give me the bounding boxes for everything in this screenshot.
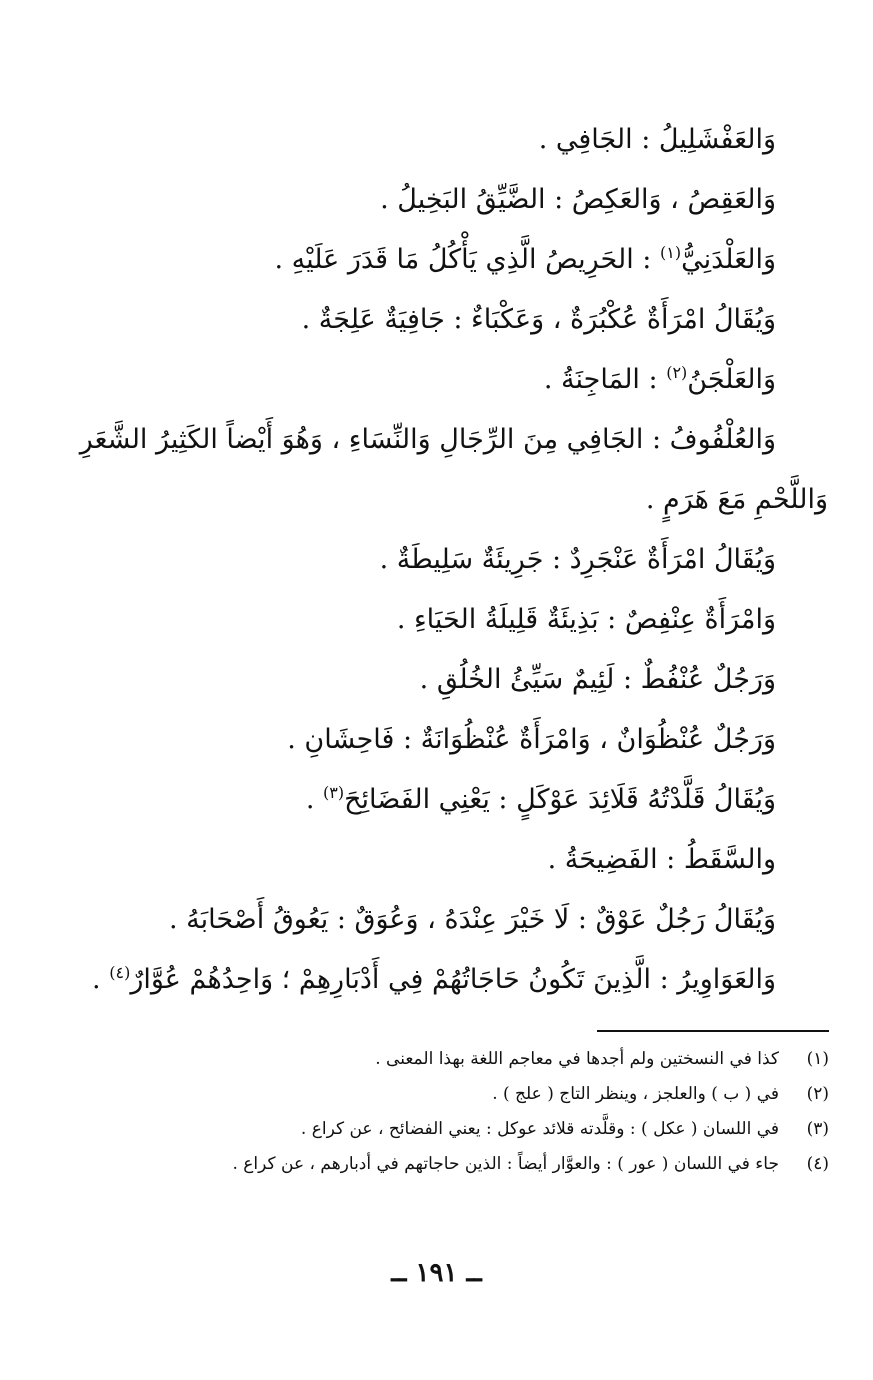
text-line — [38, 110, 828, 170]
text-line — [38, 830, 828, 890]
text-line — [38, 530, 828, 590]
text-line — [38, 410, 828, 470]
line-text: وَالعَلْدَنِيُّ — [681, 244, 776, 275]
main-text-block — [38, 110, 828, 1010]
text-line — [38, 770, 828, 830]
footnote-text: في ( ب ) والعلجز ، وينظر التاج ( علج ) . — [492, 1084, 779, 1104]
footnote-number: (٣) — [806, 1119, 829, 1139]
line-text: وَامْرَأَةٌ عِنْفِصٌ : بَذِيئَةٌ قَلِيلَةُ الحَيَاءِ . — [396, 604, 776, 635]
footnote-item — [109, 1042, 829, 1077]
line-text: وَرَجُلٌ عُنْفُطٌ : لَئِيمٌ سَيِّئُ الخُلُقِ . — [419, 664, 776, 695]
page-number: ــ ١٩١ ــ — [391, 1258, 482, 1288]
footnote-number: (٤) — [806, 1154, 829, 1174]
line-text: وَالعَوَاوِيرُ : الَّذِينَ تَكُونُ حَاجَاتُهُمْ فِي أَدْبَارِهِمْ ؛ وَاحِدُهُمْ عُوَّارٌ — [130, 964, 776, 995]
footnote-reference: (١) — [659, 243, 682, 262]
text-line — [38, 950, 828, 1010]
line-text: وَالعَفْشَلِيلُ : الجَافِي . — [538, 124, 776, 155]
text-line — [38, 350, 828, 410]
line-text: : الحَرِيصُ الَّذِي يَأْكُلُ مَا قَدَرَ عَلَيْهِ . — [274, 244, 660, 275]
line-text: وَاللَّحْمِ مَعَ هَرَمٍ . — [645, 484, 828, 515]
footnote-item — [109, 1077, 829, 1112]
line-text: وَالعُلْفُوفُ : الجَافِي مِنَ الرِّجَالِ وَالنِّسَاءِ ، وَهُوَ أَيْضاً الكَثِيرُ الشَّعَرِ — [79, 424, 776, 455]
footnote-text: في اللسان ( عكل ) : وقلَّدته قلائد عوكل : يعني الفضائح ، عن كراع . — [300, 1119, 779, 1139]
text-line — [38, 710, 828, 770]
text-line — [38, 170, 828, 230]
footnote-text: جاء في اللسان ( عور ) : والعوَّار أيضاً : الذين حاجاتهم في أدبارهم ، عن كراع . — [232, 1154, 779, 1174]
footnote-text: كذا في النسختين ولم أجدها في معاجم اللغة بهذا المعنى . — [375, 1049, 779, 1069]
footnote-reference: (٣) — [323, 783, 345, 802]
line-text: وَيُقَالُ قَلَّدْتُهُ قَلَائِدَ عَوْكَلٍ : يَعْنِي الفَضَائِحَ — [344, 784, 776, 815]
footnote-divider — [597, 1030, 829, 1032]
line-text: وَيُقَالُ امْرَأَةٌ عُكْبُرَةٌ ، وَعَكْبَاءٌ : جَافِيَةٌ عَلِجَةٌ . — [301, 304, 776, 335]
footnote-reference: (٤) — [109, 963, 131, 982]
line-text: وَيُقَالُ رَجُلٌ عَوْقٌ : لَا خَيْرَ عِنْدَهُ ، وَعُوَقٌ : يَعُوقُ أَصْحَابَهُ . — [169, 904, 776, 935]
line-text: . — [305, 784, 324, 815]
line-text: والسَّقَطُ : الفَضِيحَةُ . — [547, 844, 776, 875]
text-line — [38, 230, 828, 290]
text-line — [38, 650, 828, 710]
line-text: وَالعَقِصُ ، وَالعَكِصُ : الضَّيِّقُ البَخِيلُ . — [380, 184, 776, 215]
line-text: وَرَجُلٌ عُنْظُوَانٌ ، وَامْرَأَةٌ عُنْظُوَانَةٌ : فَاحِشَانِ . — [287, 724, 776, 755]
line-text: . — [92, 964, 110, 995]
text-line — [38, 890, 828, 950]
footnote-reference: (٢) — [666, 363, 688, 382]
line-text: وَالعَلْجَنُ — [687, 364, 776, 395]
text-line — [38, 290, 828, 350]
footnote-number: (٢) — [806, 1084, 829, 1104]
footnote-item — [109, 1147, 829, 1182]
text-line — [38, 470, 828, 530]
line-text: : المَاجِنَةُ . — [543, 364, 667, 395]
footnote-item — [109, 1112, 829, 1147]
footnote-number: (١) — [806, 1049, 829, 1069]
line-text: وَيُقَالُ امْرَأَةٌ عَنْجَرِدٌ : جَرِيئَةٌ سَلِيطَةٌ . — [379, 544, 776, 575]
text-line — [38, 590, 828, 650]
footnotes-block — [109, 1042, 829, 1182]
